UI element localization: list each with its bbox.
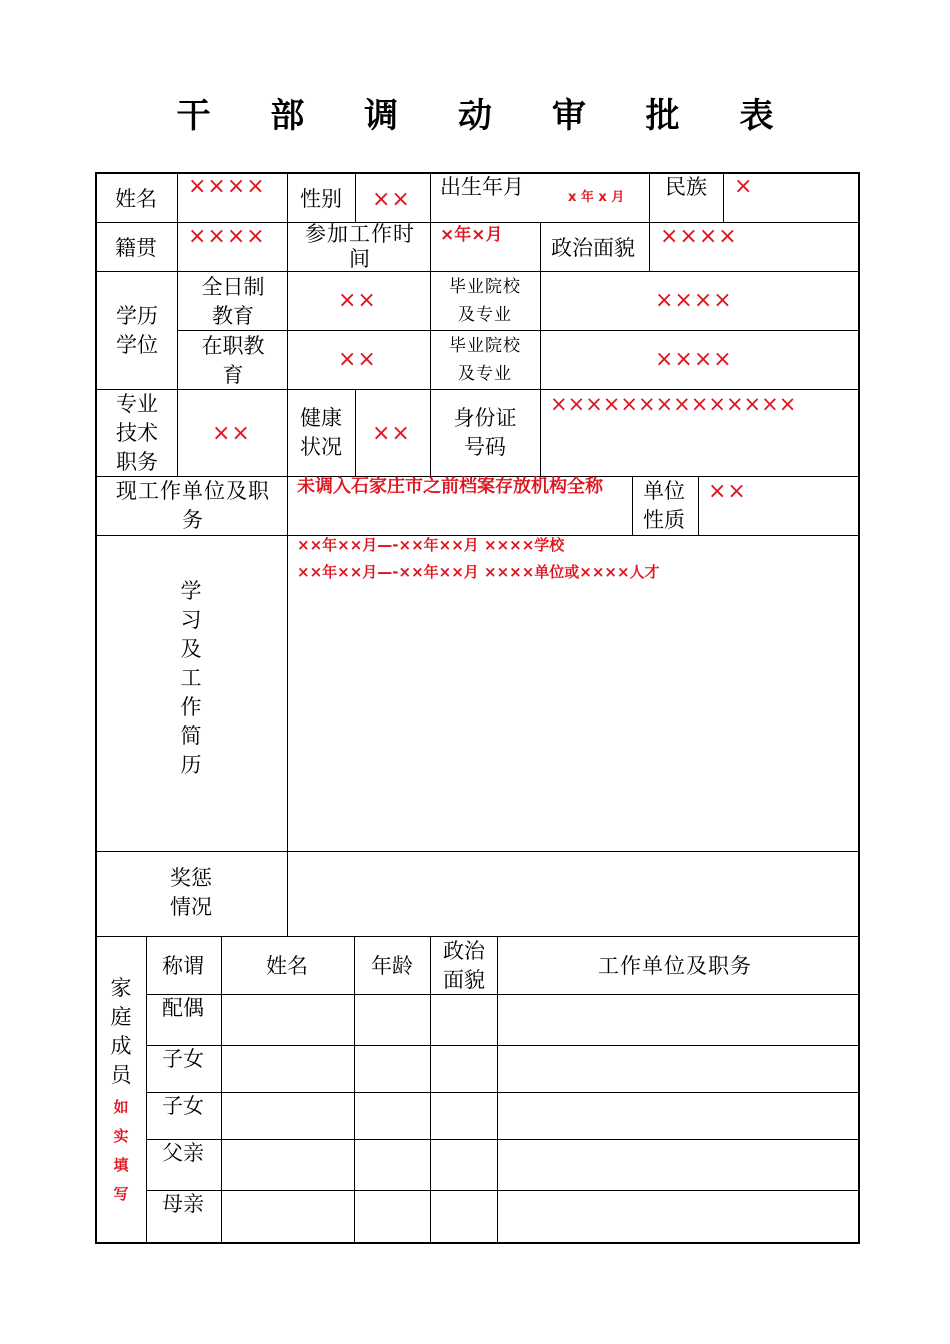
current-unit-label: 现工作单位及职务 [116, 479, 270, 532]
family-relation: 配偶 [162, 996, 204, 1020]
name-label: 姓名 [115, 187, 157, 211]
family-header-political: 政治面貌 [443, 939, 485, 992]
birth-label: 出生年月 [440, 175, 524, 199]
rewards-value[interactable] [297, 864, 847, 924]
fulltime-school-label: 毕业院校及专业 [449, 277, 521, 325]
resume-label: 学习及工作简历 [180, 579, 202, 777]
family-relation: 子女 [162, 1047, 204, 1071]
political-value[interactable]: ×××× [660, 224, 738, 249]
fulltime-label: 全日制教育 [201, 275, 265, 328]
gender-value[interactable]: ×× [372, 187, 411, 212]
family-header-age: 年龄 [371, 954, 413, 978]
birth-value[interactable]: x 年 x 月 [568, 190, 625, 205]
unit-nature-label: 单位性质 [643, 479, 685, 532]
ethnic-label: 民族 [665, 175, 707, 199]
family-header-name: 姓名 [266, 954, 308, 978]
inservice-value[interactable]: ×× [338, 347, 377, 372]
family-header-relation: 称谓 [162, 954, 204, 978]
name-value[interactable]: ×××× [188, 174, 266, 199]
fulltime-school-value[interactable]: ×××× [655, 288, 733, 313]
resume-entry[interactable]: ××年××月—-××年××月 ××××学校 [297, 536, 565, 554]
native-label: 籍贯 [115, 236, 157, 260]
inservice-label: 在职教育 [201, 334, 265, 387]
native-value[interactable]: ×××× [188, 224, 266, 249]
family-label: 家庭成员 [110, 976, 132, 1087]
rewards-label: 奖惩情况 [170, 866, 212, 919]
resume-entry[interactable]: ××年××月—-××年××月 ××××单位或××××人才 [297, 563, 660, 581]
health-value[interactable]: ×× [372, 421, 411, 446]
form-title: 干 部 调 动 审 批 表 [176, 96, 798, 136]
unit-nature-value[interactable]: ×× [708, 479, 747, 504]
ethnic-value[interactable]: × [734, 174, 754, 199]
health-label: 健康状况 [300, 406, 342, 459]
work-start-label: 参加工作时间 [305, 222, 415, 271]
inservice-school-value[interactable]: ×××× [655, 347, 733, 372]
professional-title-label: 专业技术职务 [116, 392, 158, 474]
inservice-school-label: 毕业院校及专业 [449, 336, 521, 384]
work-start-value[interactable]: ×年×月 [440, 225, 503, 245]
family-header-work: 工作单位及职务 [598, 954, 752, 978]
family-relation: 母亲 [162, 1192, 204, 1216]
family-relation: 父亲 [162, 1141, 204, 1165]
id-value[interactable]: ×××××××××××××× [550, 392, 797, 416]
family-relation: 子女 [162, 1094, 204, 1118]
education-label: 学历学位 [116, 304, 158, 357]
current-unit-value[interactable]: 未调入石家庄市之前档案存放机构全称 [297, 476, 603, 497]
family-note: 如实填写 [113, 1098, 129, 1203]
id-label: 身份证号码 [453, 406, 517, 459]
fulltime-value[interactable]: ×× [338, 288, 377, 313]
political-label: 政治面貌 [551, 236, 635, 260]
gender-label: 性别 [300, 187, 342, 211]
professional-title-value[interactable]: ×× [212, 421, 251, 446]
